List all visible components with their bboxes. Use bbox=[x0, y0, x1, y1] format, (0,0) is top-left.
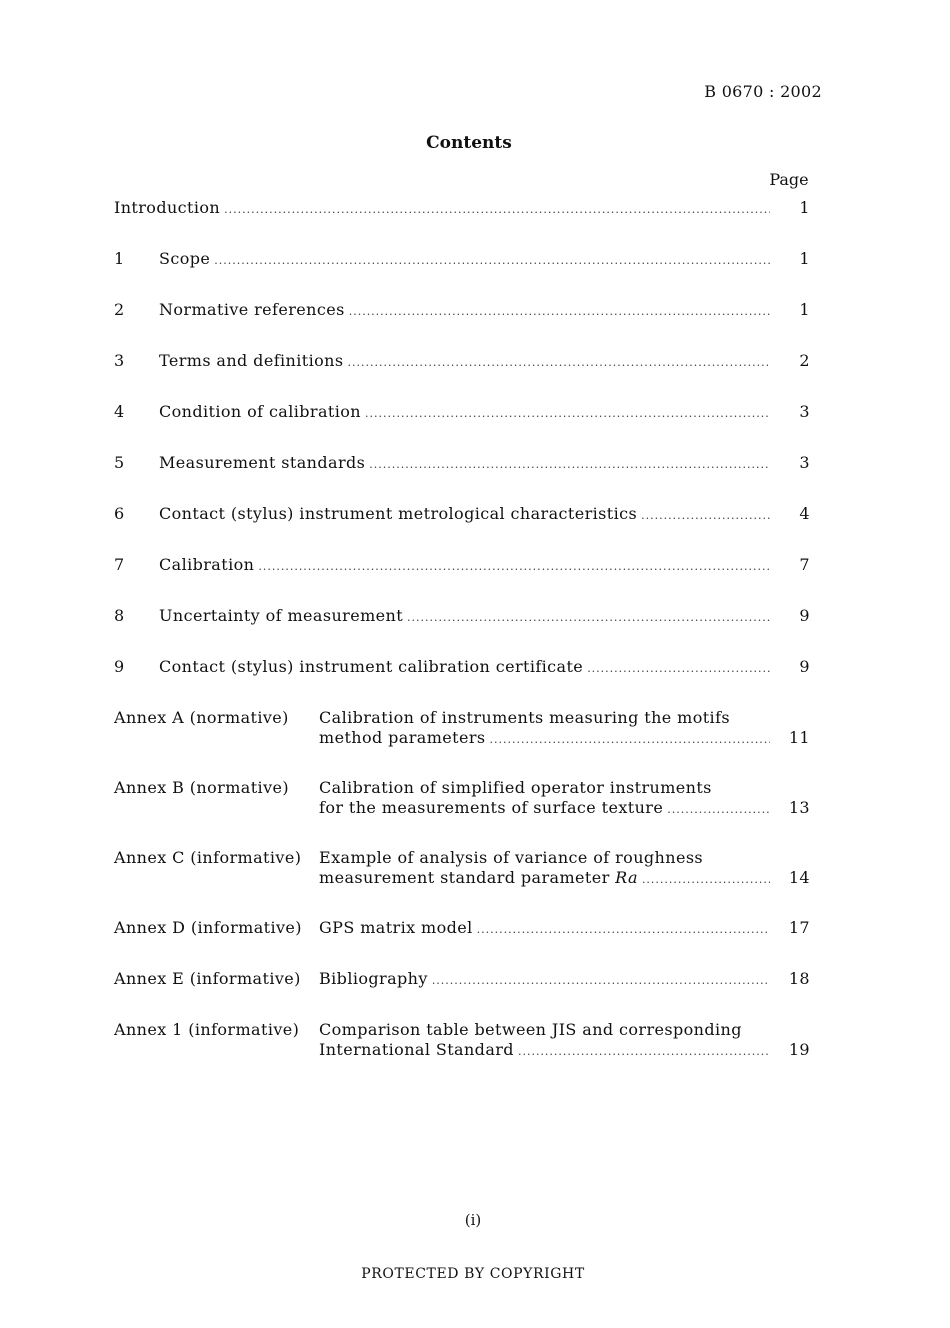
annex-title-line2: for the measurements of surface texture bbox=[319, 798, 664, 817]
leader-dots bbox=[214, 251, 770, 271]
toc-entry-number: 8 bbox=[114, 606, 125, 625]
leader-dots bbox=[587, 659, 770, 679]
annex-label: Annex A (normative) bbox=[114, 708, 289, 727]
toc-entry-label: Calibration bbox=[159, 555, 255, 574]
leader-dots bbox=[349, 302, 770, 322]
toc-entry-label: Contact (stylus) instrument calibration certificate bbox=[159, 657, 584, 676]
toc-entry-measurement-standards[interactable] bbox=[114, 453, 810, 504]
annex-title-line1: Bibliography bbox=[319, 969, 428, 988]
leader-dots bbox=[641, 506, 770, 526]
leader-dots bbox=[518, 1042, 770, 1062]
annex-title-line1: Example of analysis of variance of roughness bbox=[319, 848, 704, 867]
toc-entry-number: 4 bbox=[114, 402, 125, 421]
toc-entry-calibration[interactable] bbox=[114, 555, 810, 606]
toc-entry-introduction[interactable] bbox=[114, 198, 810, 249]
annex-label: Annex E (informative) bbox=[114, 969, 301, 988]
annex-page: 19 bbox=[788, 1040, 810, 1059]
toc-entry-label: Normative references bbox=[159, 300, 345, 319]
toc-annex-c[interactable] bbox=[114, 848, 810, 918]
toc-entry-number: 1 bbox=[114, 249, 125, 268]
toc-entry-number: 5 bbox=[114, 453, 125, 472]
annex-page: 14 bbox=[788, 868, 810, 887]
toc-entry-number: 3 bbox=[114, 351, 125, 370]
toc-entry-page: 1 bbox=[799, 300, 810, 319]
page-column-label: Page bbox=[769, 170, 809, 189]
leader-dots bbox=[224, 200, 770, 220]
annex-page: 13 bbox=[788, 798, 810, 817]
annex-title-line2: International Standard bbox=[319, 1040, 514, 1059]
annex-title-line2: method parameters bbox=[319, 728, 486, 747]
toc-entry-calibration-certificate[interactable] bbox=[114, 657, 810, 708]
toc-annex-1[interactable] bbox=[114, 1020, 810, 1090]
page-title: Contents bbox=[426, 133, 512, 153]
toc-entry-label: Contact (stylus) instrument metrological characteristics bbox=[159, 504, 638, 523]
toc-entry-uncertainty[interactable] bbox=[114, 606, 810, 657]
annex-page: 17 bbox=[788, 918, 810, 937]
leader-dots bbox=[667, 800, 770, 820]
annex-page: 18 bbox=[788, 969, 810, 988]
toc-entry-normative-references[interactable] bbox=[114, 300, 810, 351]
toc-entry-label: Introduction bbox=[114, 198, 221, 217]
toc-entry-number: 9 bbox=[114, 657, 125, 676]
toc-entry-page: 4 bbox=[799, 504, 810, 523]
annex-page: 11 bbox=[788, 728, 810, 747]
toc-entry-number: 2 bbox=[114, 300, 125, 319]
toc-entry-page: 7 bbox=[799, 555, 810, 574]
copyright-notice: PROTECTED BY COPYRIGHT bbox=[361, 1266, 585, 1282]
toc-annex-e[interactable] bbox=[114, 969, 810, 1020]
toc-entry-page: 3 bbox=[799, 402, 810, 421]
leader-dots bbox=[477, 920, 770, 940]
table-of-contents bbox=[114, 198, 810, 1090]
leader-dots bbox=[642, 870, 770, 890]
toc-entry-page: 9 bbox=[799, 657, 810, 676]
toc-entry-label: Terms and definitions bbox=[159, 351, 344, 370]
annex-label: Annex 1 (informative) bbox=[114, 1020, 300, 1039]
leader-dots bbox=[432, 971, 770, 991]
annex-title-line1: Calibration of simplified operator instruments bbox=[319, 778, 712, 797]
toc-entry-page: 2 bbox=[799, 351, 810, 370]
toc-entry-page: 1 bbox=[799, 198, 810, 217]
toc-annex-b[interactable] bbox=[114, 778, 810, 848]
annex-title-line2-text: measurement standard parameter bbox=[319, 868, 616, 887]
leader-dots bbox=[258, 557, 770, 577]
toc-entry-label: Condition of calibration bbox=[159, 402, 361, 421]
annex-title-line1: GPS matrix model bbox=[319, 918, 473, 937]
annex-title-line1: Calibration of instruments measuring the motifs bbox=[319, 708, 731, 727]
annex-label: Annex B (normative) bbox=[114, 778, 290, 797]
toc-entry-terms-and-definitions[interactable] bbox=[114, 351, 810, 402]
leader-dots bbox=[365, 404, 770, 424]
toc-entry-page: 3 bbox=[799, 453, 810, 472]
leader-dots bbox=[407, 608, 770, 628]
annex-title-line2 bbox=[319, 868, 638, 888]
toc-entry-label: Uncertainty of measurement bbox=[159, 606, 404, 625]
toc-entry-number: 6 bbox=[114, 504, 125, 523]
parameter-symbol: Ra bbox=[615, 868, 638, 887]
annex-label: Annex C (informative) bbox=[114, 848, 302, 867]
toc-entry-condition-of-calibration[interactable] bbox=[114, 402, 810, 453]
page-number: (i) bbox=[464, 1211, 482, 1229]
toc-annex-a[interactable] bbox=[114, 708, 810, 778]
annex-label: Annex D (informative) bbox=[114, 918, 302, 937]
leader-dots bbox=[490, 730, 770, 750]
toc-entry-number: 7 bbox=[114, 555, 125, 574]
toc-entry-label: Scope bbox=[159, 249, 211, 268]
toc-annex-d[interactable] bbox=[114, 918, 810, 969]
toc-entry-metrological-characteristics[interactable] bbox=[114, 504, 810, 555]
toc-entry-scope[interactable] bbox=[114, 249, 810, 300]
leader-dots bbox=[369, 455, 770, 475]
toc-entry-page: 1 bbox=[799, 249, 810, 268]
document-id: B 0670 : 2002 bbox=[704, 82, 822, 101]
leader-dots bbox=[347, 353, 770, 373]
toc-entry-page: 9 bbox=[799, 606, 810, 625]
annex-title-line1: Comparison table between JIS and corresponding bbox=[319, 1020, 742, 1039]
toc-entry-label: Measurement standards bbox=[159, 453, 366, 472]
